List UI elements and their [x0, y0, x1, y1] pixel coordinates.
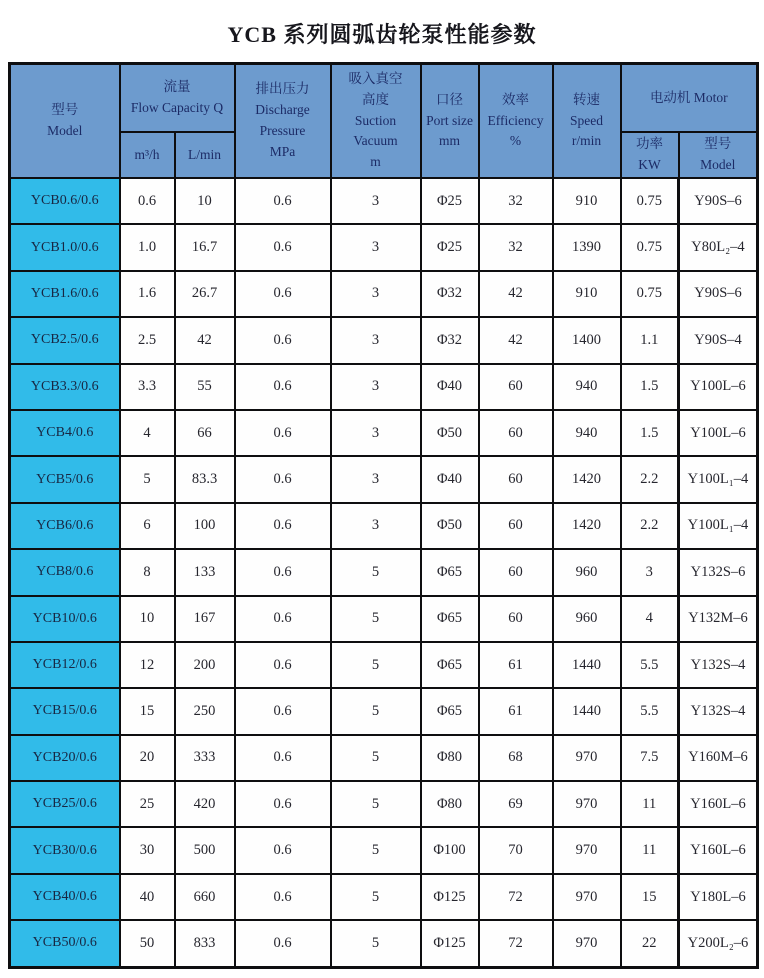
value-cell: Y90S–6 — [679, 178, 758, 224]
value-cell: Y132S–6 — [679, 549, 758, 595]
motor-model-en: Model — [700, 157, 736, 172]
value-cell: 0.6 — [235, 271, 331, 317]
value-cell: Y160M–6 — [679, 735, 758, 781]
value-cell: 5 — [331, 549, 421, 595]
value-cell: Y90S–6 — [679, 271, 758, 317]
value-cell: Φ125 — [421, 874, 479, 920]
value-cell: 5 — [331, 735, 421, 781]
value-cell: 4 — [120, 410, 175, 456]
value-cell: 0.6 — [235, 549, 331, 595]
motor-model-cn: 型号 — [704, 136, 732, 152]
pump-model-cell: YCB25/0.6 — [10, 781, 120, 827]
value-cell: 420 — [175, 781, 235, 827]
value-cell: Y132M–6 — [679, 596, 758, 642]
table-body — [10, 178, 758, 967]
discharge-header-cn: 排出压力 — [255, 81, 310, 97]
speed-header-cn: 转速 — [573, 91, 600, 107]
col-header-flow-m3h — [120, 132, 175, 178]
pump-model-cell: YCB4/0.6 — [10, 410, 120, 456]
value-cell: 60 — [479, 549, 553, 595]
value-cell: 0.6 — [235, 317, 331, 363]
value-cell: Φ40 — [421, 456, 479, 502]
value-cell: 5 — [331, 920, 421, 967]
value-cell: 0.6 — [235, 827, 331, 873]
value-cell: 1390 — [553, 224, 621, 270]
value-cell: 60 — [479, 596, 553, 642]
table-row — [10, 503, 758, 549]
value-cell: 5.5 — [621, 688, 679, 734]
value-cell: 68 — [479, 735, 553, 781]
value-cell: 0.6 — [235, 456, 331, 502]
pump-model-cell: YCB50/0.6 — [10, 920, 120, 967]
table-row — [10, 317, 758, 363]
pump-model-cell: YCB0.6/0.6 — [10, 178, 120, 224]
table-row — [10, 549, 758, 595]
value-cell: 3 — [331, 503, 421, 549]
value-cell: Φ65 — [421, 642, 479, 688]
speed-header-en: Speed — [570, 112, 603, 128]
value-cell: 8 — [120, 549, 175, 595]
value-cell: 0.6 — [235, 688, 331, 734]
value-cell: 16.7 — [175, 224, 235, 270]
page-title: YCB 系列圆弧齿轮泵性能参数 — [227, 22, 537, 47]
value-cell: 32 — [479, 224, 553, 270]
value-cell: 100 — [175, 503, 235, 549]
port-header-en: Port size — [426, 112, 473, 128]
value-cell: 70 — [479, 827, 553, 873]
value-cell: 5 — [331, 874, 421, 920]
value-cell: 0.75 — [621, 178, 679, 224]
value-cell: 970 — [553, 827, 621, 873]
flow-header-cn: 流量 — [163, 79, 191, 95]
value-cell: 200 — [175, 642, 235, 688]
value-cell: 50 — [120, 920, 175, 967]
value-cell: 0.6 — [235, 874, 331, 920]
flow-header-en: Flow Capacity Q — [130, 100, 224, 115]
value-cell: 167 — [175, 596, 235, 642]
value-cell: 3 — [331, 224, 421, 270]
col-header-model — [10, 64, 120, 179]
motor-header: 电动机 Motor — [649, 89, 728, 105]
value-cell: 970 — [553, 735, 621, 781]
value-cell: 22 — [621, 920, 679, 967]
col-header-port-size — [421, 64, 479, 179]
value-cell: 20 — [120, 735, 175, 781]
pump-model-cell: YCB15/0.6 — [10, 688, 120, 734]
col-header-flow-lmin — [175, 132, 235, 178]
efficiency-header-unit: % — [509, 133, 522, 149]
value-cell: Φ125 — [421, 920, 479, 967]
value-cell: 26.7 — [175, 271, 235, 317]
value-cell: 1440 — [553, 642, 621, 688]
value-cell: 0.75 — [621, 271, 679, 317]
table-row — [10, 224, 758, 270]
value-cell: Y160L–6 — [679, 827, 758, 873]
header-row-top — [10, 64, 758, 133]
discharge-header-en1: Discharge — [255, 102, 310, 118]
table-row — [10, 596, 758, 642]
value-cell: 0.75 — [621, 224, 679, 270]
value-cell: Φ80 — [421, 781, 479, 827]
suction-header-en: Suction Vacuum — [353, 112, 398, 149]
value-cell: 3.3 — [120, 364, 175, 410]
value-cell: 42 — [479, 271, 553, 317]
value-cell: 3 — [331, 410, 421, 456]
value-cell: 0.6 — [235, 410, 331, 456]
value-cell: 910 — [553, 178, 621, 224]
value-cell: 10 — [175, 178, 235, 224]
value-cell: 72 — [479, 920, 553, 967]
table-row — [10, 781, 758, 827]
pump-model-cell: YCB30/0.6 — [10, 827, 120, 873]
motor-power-unit: KW — [638, 157, 661, 172]
value-cell: Y90S–4 — [679, 317, 758, 363]
value-cell: 0.6 — [235, 178, 331, 224]
value-cell: Φ25 — [421, 224, 479, 270]
value-cell: 1.6 — [120, 271, 175, 317]
value-cell: 42 — [175, 317, 235, 363]
value-cell: 5 — [120, 456, 175, 502]
value-cell: 5 — [331, 688, 421, 734]
value-cell: 1.5 — [621, 364, 679, 410]
value-cell: 910 — [553, 271, 621, 317]
value-cell: Y180L–6 — [679, 874, 758, 920]
table-row — [10, 271, 758, 317]
value-cell: 30 — [120, 827, 175, 873]
motor-power-cn: 功率 — [636, 136, 663, 152]
value-cell: 0.6 — [235, 920, 331, 967]
value-cell: Y100L₁–4 — [679, 456, 758, 502]
table-row — [10, 827, 758, 873]
table-row — [10, 874, 758, 920]
value-cell: 970 — [553, 920, 621, 967]
col-header-motor-group — [621, 64, 758, 133]
value-cell: Φ65 — [421, 688, 479, 734]
pump-model-cell: YCB20/0.6 — [10, 735, 120, 781]
value-cell: 0.6 — [235, 364, 331, 410]
model-header-en: Model — [47, 123, 83, 138]
pump-model-cell: YCB2.5/0.6 — [10, 317, 120, 363]
col-header-motor-model — [679, 132, 758, 178]
value-cell: 0.6 — [235, 735, 331, 781]
value-cell: 42 — [479, 317, 553, 363]
value-cell: 32 — [479, 178, 553, 224]
table-header — [10, 64, 758, 179]
port-header-unit: mm — [438, 133, 460, 149]
model-header-cn: 型号 — [51, 102, 79, 118]
value-cell: 3 — [331, 271, 421, 317]
pump-model-cell: YCB3.3/0.6 — [10, 364, 120, 410]
value-cell: 960 — [553, 596, 621, 642]
pump-model-cell: YCB5/0.6 — [10, 456, 120, 502]
value-cell: 25 — [120, 781, 175, 827]
value-cell: 72 — [479, 874, 553, 920]
value-cell: Φ32 — [421, 271, 479, 317]
discharge-header-en2: Pressure — [259, 123, 306, 138]
value-cell: 133 — [175, 549, 235, 595]
value-cell: 3 — [331, 317, 421, 363]
flow-unit-lmin: L/min — [188, 146, 221, 162]
pump-model-cell: YCB10/0.6 — [10, 596, 120, 642]
value-cell: 60 — [479, 364, 553, 410]
value-cell: 1.5 — [621, 410, 679, 456]
value-cell: 960 — [553, 549, 621, 595]
value-cell: Y100L–6 — [679, 410, 758, 456]
value-cell: Φ50 — [421, 410, 479, 456]
table-row — [10, 735, 758, 781]
value-cell: 1400 — [553, 317, 621, 363]
value-cell: 2.2 — [621, 456, 679, 502]
value-cell: 0.6 — [235, 642, 331, 688]
value-cell: 61 — [479, 688, 553, 734]
value-cell: 940 — [553, 410, 621, 456]
value-cell: 60 — [479, 456, 553, 502]
value-cell: 7.5 — [621, 735, 679, 781]
value-cell: Φ65 — [421, 549, 479, 595]
table-row — [10, 364, 758, 410]
value-cell: 1.0 — [120, 224, 175, 270]
efficiency-header-cn: 效率 — [502, 91, 529, 107]
value-cell: 333 — [175, 735, 235, 781]
value-cell: 970 — [553, 781, 621, 827]
value-cell: 833 — [175, 920, 235, 967]
value-cell: 3 — [331, 178, 421, 224]
value-cell: 0.6 — [120, 178, 175, 224]
value-cell: 55 — [175, 364, 235, 410]
col-header-discharge-pressure — [235, 64, 331, 179]
value-cell: 15 — [120, 688, 175, 734]
value-cell: Φ40 — [421, 364, 479, 410]
table-row — [10, 920, 758, 967]
value-cell: Φ100 — [421, 827, 479, 873]
suction-header-unit: m — [370, 154, 381, 170]
value-cell: 12 — [120, 642, 175, 688]
value-cell: Φ32 — [421, 317, 479, 363]
value-cell: 0.6 — [235, 596, 331, 642]
value-cell: 66 — [175, 410, 235, 456]
value-cell: Y100L₁–4 — [679, 503, 758, 549]
value-cell: Y160L–6 — [679, 781, 758, 827]
pump-model-cell: YCB40/0.6 — [10, 874, 120, 920]
value-cell: 2.5 — [120, 317, 175, 363]
value-cell: 5 — [331, 642, 421, 688]
value-cell: Φ65 — [421, 596, 479, 642]
value-cell: 61 — [479, 642, 553, 688]
table-row — [10, 456, 758, 502]
pump-model-cell: YCB6/0.6 — [10, 503, 120, 549]
pump-performance-table — [8, 62, 759, 969]
value-cell: 69 — [479, 781, 553, 827]
speed-header-unit: r/min — [571, 133, 602, 149]
pump-model-cell: YCB1.6/0.6 — [10, 271, 120, 317]
value-cell: Φ25 — [421, 178, 479, 224]
value-cell: 11 — [621, 781, 679, 827]
suction-header-cn1: 吸入真空 — [348, 70, 403, 86]
suction-header-cn2: 高度 — [362, 91, 389, 107]
value-cell: Y100L–6 — [679, 364, 758, 410]
value-cell: 970 — [553, 874, 621, 920]
value-cell: 3 — [621, 549, 679, 595]
value-cell: Y132S–4 — [679, 688, 758, 734]
value-cell: 3 — [331, 456, 421, 502]
value-cell: 5 — [331, 827, 421, 873]
value-cell: 40 — [120, 874, 175, 920]
table-row — [10, 178, 758, 224]
col-header-efficiency — [479, 64, 553, 179]
table-row — [10, 642, 758, 688]
value-cell: Y132S–4 — [679, 642, 758, 688]
value-cell: Φ80 — [421, 735, 479, 781]
col-header-flow-group — [120, 64, 235, 133]
col-header-suction-vacuum — [331, 64, 421, 179]
pump-model-cell: YCB8/0.6 — [10, 549, 120, 595]
value-cell: 5 — [331, 596, 421, 642]
value-cell: 5.5 — [621, 642, 679, 688]
value-cell: 2.2 — [621, 503, 679, 549]
value-cell: Φ50 — [421, 503, 479, 549]
col-header-motor-power — [621, 132, 679, 178]
table-row — [10, 410, 758, 456]
value-cell: 3 — [331, 364, 421, 410]
value-cell: 0.6 — [235, 224, 331, 270]
value-cell: 1.1 — [621, 317, 679, 363]
value-cell: 250 — [175, 688, 235, 734]
value-cell: 0.6 — [235, 503, 331, 549]
value-cell: 10 — [120, 596, 175, 642]
value-cell: 1440 — [553, 688, 621, 734]
value-cell: 0.6 — [235, 781, 331, 827]
value-cell: 60 — [479, 410, 553, 456]
value-cell: Y80L₂–4 — [679, 224, 758, 270]
table-row — [10, 688, 758, 734]
col-header-speed — [553, 64, 621, 179]
pump-model-cell: YCB12/0.6 — [10, 642, 120, 688]
efficiency-header-en: Efficiency — [487, 112, 544, 128]
value-cell: 60 — [479, 503, 553, 549]
value-cell: 4 — [621, 596, 679, 642]
value-cell: 940 — [553, 364, 621, 410]
value-cell: 6 — [120, 503, 175, 549]
value-cell: 660 — [175, 874, 235, 920]
value-cell: Y200L₂–6 — [679, 920, 758, 967]
value-cell: 1420 — [553, 456, 621, 502]
port-header-cn: 口径 — [436, 91, 463, 107]
value-cell: 11 — [621, 827, 679, 873]
discharge-header-unit: MPa — [269, 143, 296, 159]
value-cell: 15 — [621, 874, 679, 920]
value-cell: 500 — [175, 827, 235, 873]
flow-unit-m3h: m³/h — [134, 146, 160, 162]
pump-model-cell: YCB1.0/0.6 — [10, 224, 120, 270]
value-cell: 1420 — [553, 503, 621, 549]
value-cell: 5 — [331, 781, 421, 827]
value-cell: 83.3 — [175, 456, 235, 502]
